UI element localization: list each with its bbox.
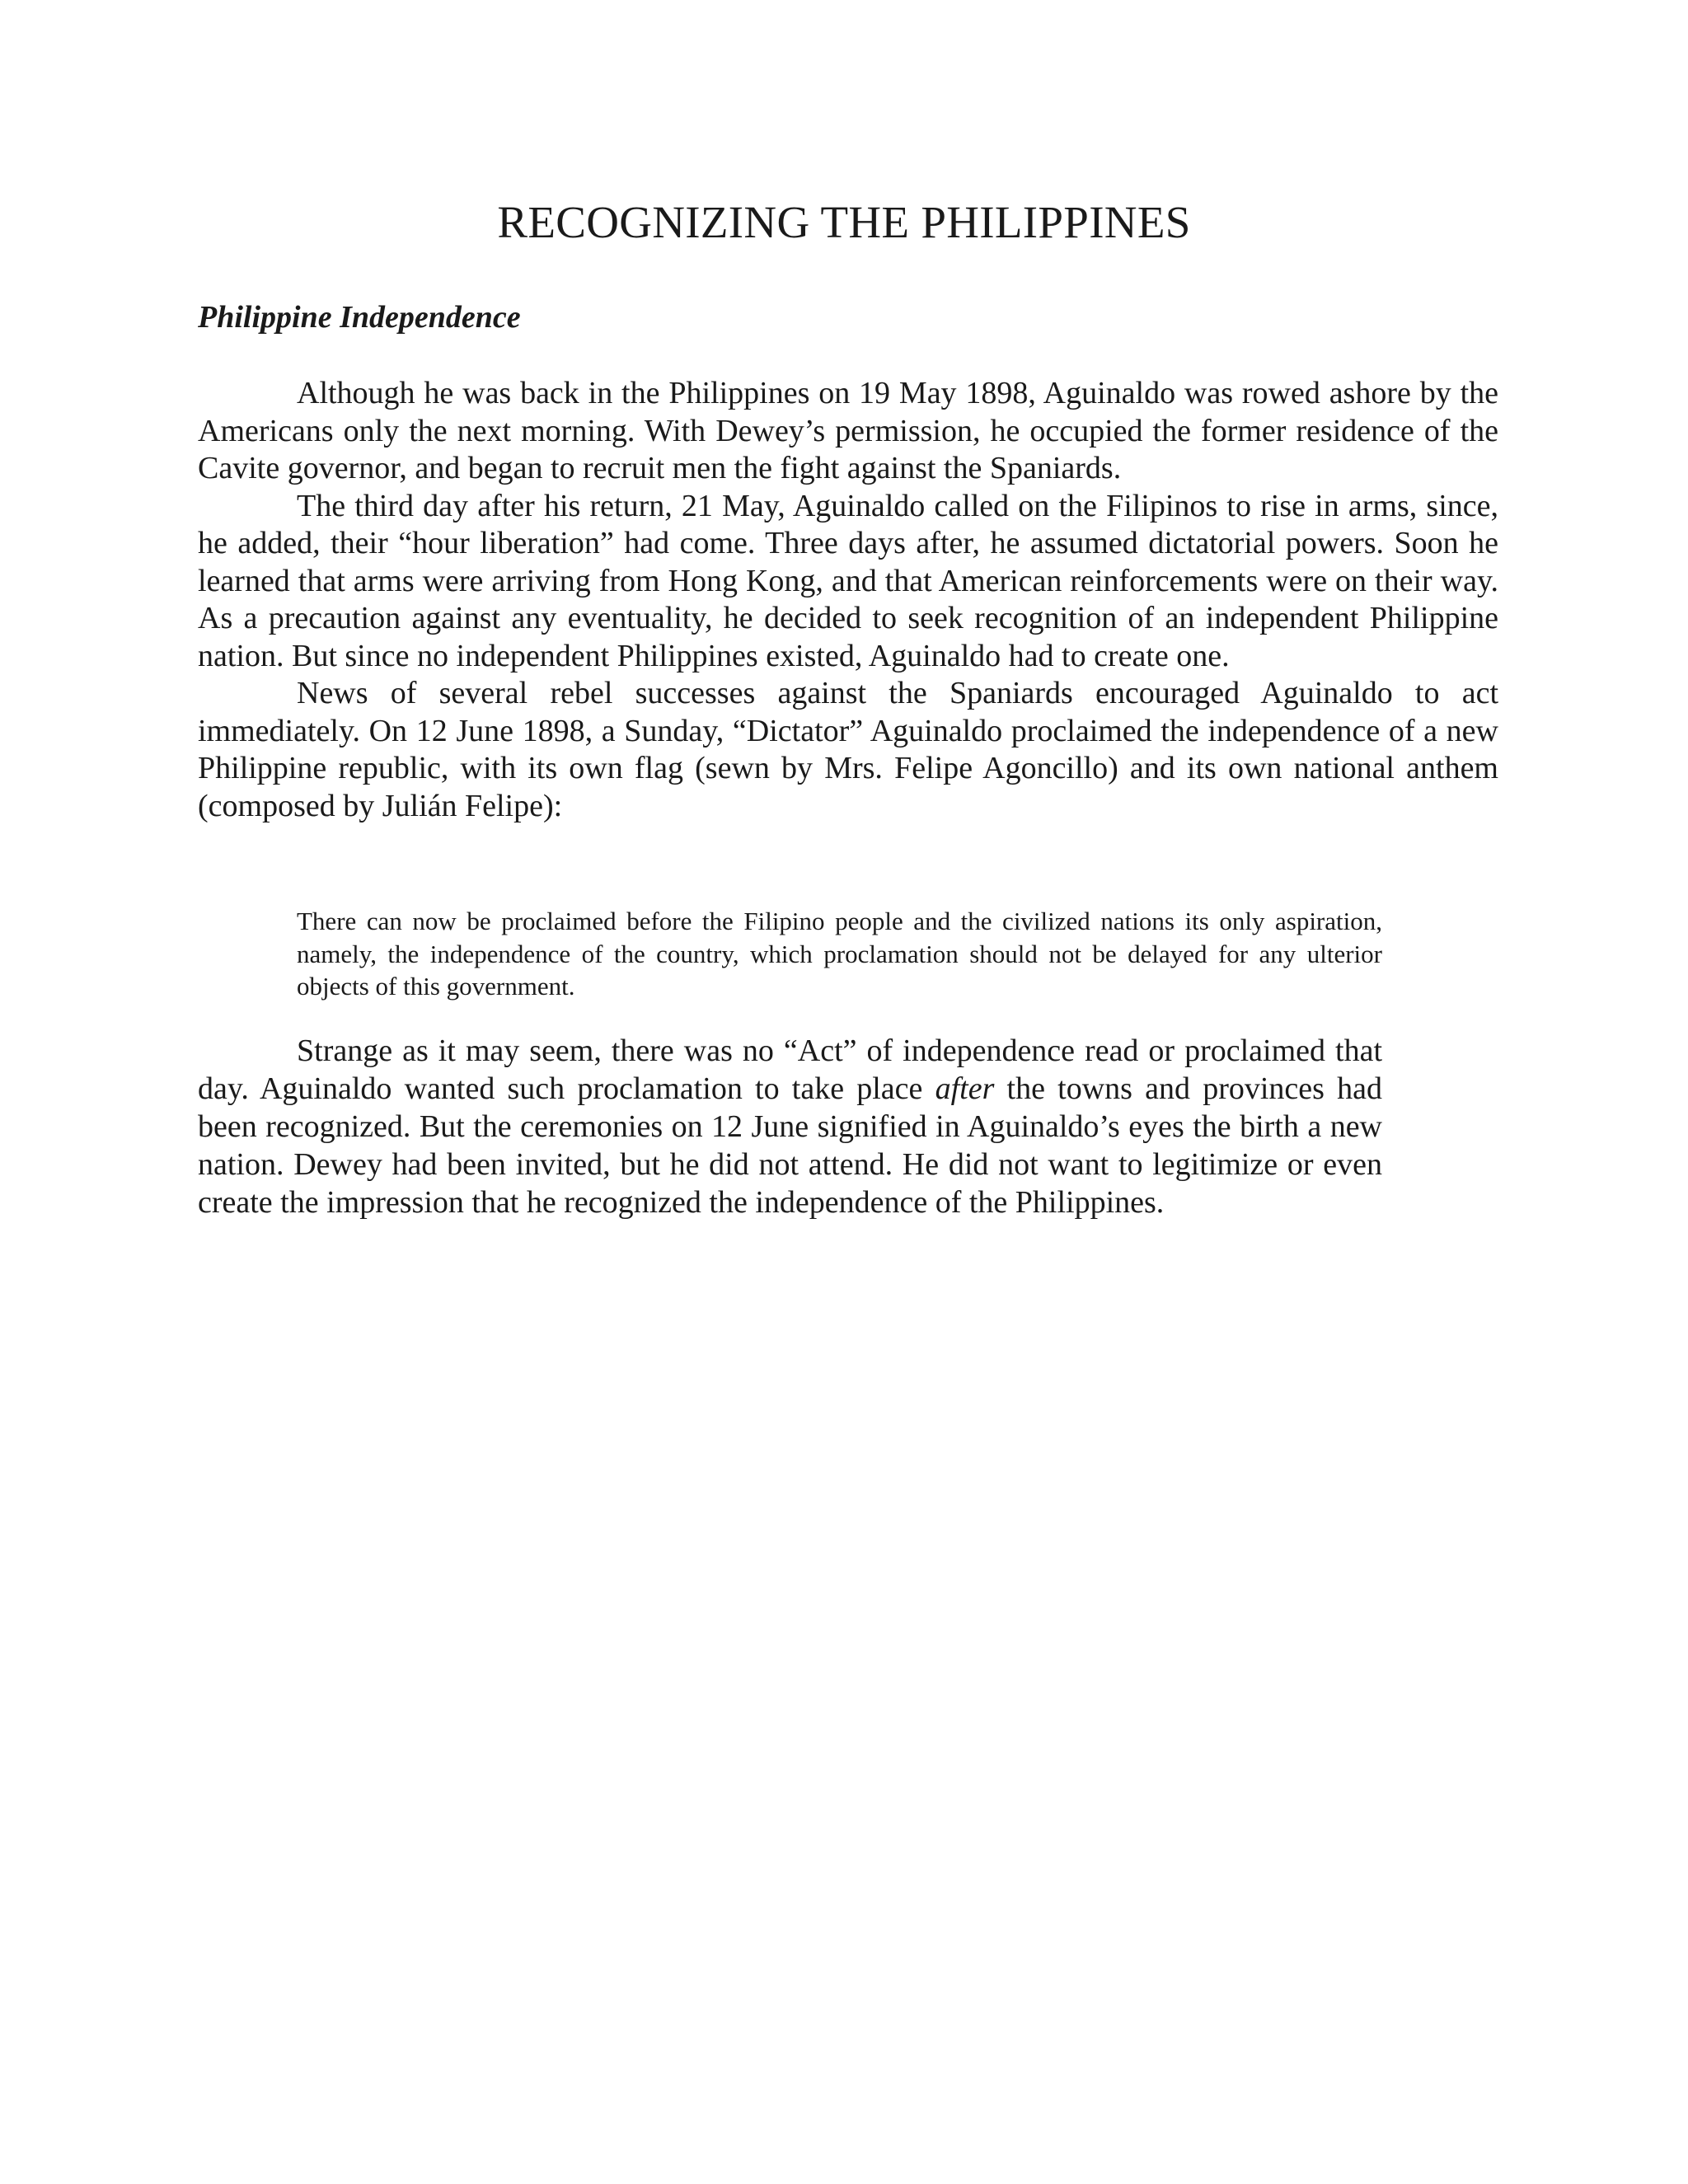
paragraph: News of several rebel successes against the Spaniards encouraged Aguinaldo to act immediately. On 12 June 1898, a Sunday, “Dictator” Aguinaldo proclaimed the independence of a new Philippine republic, with its own flag (sewn by Mrs. Felipe Agoncillo) and its own national anthem (composed by Julián Felipe): [198,676,1498,823]
section-heading: Philippine Independence [198,300,521,335]
paragraph: Although he was back in the Philippines on 19 May 1898, Aguinaldo was rowed ashore by the Americans only the next morning. With Dewey’s permission, he occupied the former residence of the Cavite governor, and began to recruit men the fight against the Spaniards. [198,376,1498,485]
closing-text-start: Strange as it may seem, there was no “Act” of independence read or proclaimed that day. Aguinaldo wanted such proclamation to take place [198,1033,1382,1106]
paragraph: The third day after his return, 21 May, Aguinaldo called on the Filipinos to rise in arms, since, he added, their “hour liberation” had come. Three days after, he assumed dictatorial powers. Soon he learned that arms were arriving from Hong Kong, and that American reinforcements were on their way. As a precaution against any eventuality, he decided to seek recognition of an independent Philippine nation. But since no independent Philippines existed, Aguinaldo had to create one. [198,488,1498,673]
body-text [198,375,1498,825]
closing-paragraph [198,1032,1382,1221]
block-quote: There can now be proclaimed before the Filipino people and the civilized nations its only aspiration, namely, the independence of the country, which proclamation should not be delayed for any ulterior objects of this government. [297,907,1382,1001]
emphasized-word: after [935,1071,995,1106]
page-title: RECOGNIZING THE PHILIPPINES [497,197,1191,247]
closing-text-end: the towns and provinces had been recognized. But the ceremonies on 12 June signified in Aguinaldo’s eyes the birth a new nation. Dewey had been invited, but he did not attend. He did not want to legitimize or even create the impression that he recognized the independence of the Philippines. [198,1071,1382,1220]
